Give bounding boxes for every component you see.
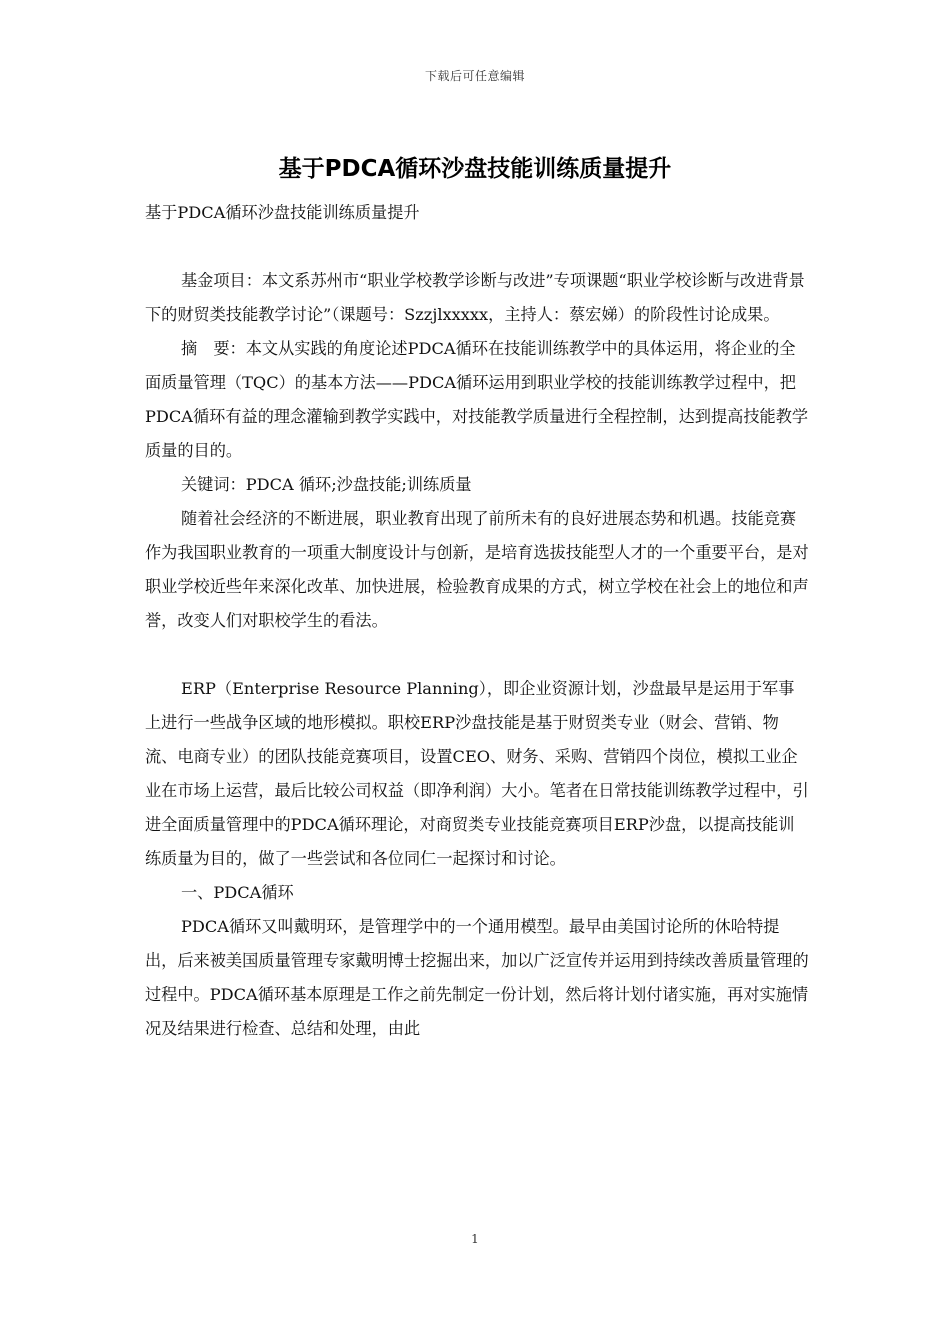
erp-paragraph: ERP（Enterprise Resource Planning），即企业资源计划，沙盘最早是运用于军事上进行一些战争区域的地形模拟。职校ERP沙盘技能是基于财贸类专业（财会、营销、物流、电商专业）的团队技能竞赛项目，设置CEO、财务、采购、营销四个岗位，模拟工业企业在市场上运营，最后比较公司权益（即净利润）大小。笔者在日常技能训练教学过程中，引进全面质量管理中的PDCA循环理论，对商贸类专业技能竞赛项目ERP沙盘，以提高技能训练质量为目的，做了一些尝试和各位同仁一起探讨和讨论。 <box>145 679 809 868</box>
section-heading-pdca: 一、PDCA循环 <box>181 883 294 902</box>
abstract-paragraph: 摘 要：本文从实践的角度论述PDCA循环在技能训练教学中的具体运用，将企业的全面质量管理（TQC）的基本方法——PDCA循环运用到职业学校的技能训练教学过程中，把PDCA循环有益的理念灌输到教学实践中，对技能教学质量进行全程控制，达到提高技能教学质量的目的。 <box>145 339 809 460</box>
header-note: 下载后可任意编辑 <box>424 69 525 83</box>
keywords-paragraph: 关键词：PDCA 循环;沙盘技能;训练质量 <box>181 475 472 494</box>
document-body <box>145 196 810 1046</box>
page-number: 1 <box>471 1232 479 1246</box>
intro-paragraph: 随着社会经济的不断进展，职业教育出现了前所未有的良好进展态势和机遇。技能竞赛作为我国职业教育的一项重大制度设计与创新，是培育选拔技能型人才的一个重要平台，是对职业学校近些年来深化改革、加快进展，检验教育成果的方式，树立学校在社会上的地位和声誉，改变人们对职校学生的看法。 <box>145 509 809 630</box>
document-title: 基于PDCA循环沙盘技能训练质量提升 <box>278 156 672 182</box>
pdca-paragraph: PDCA循环又叫戴明环，是管理学中的一个通用模型。最早由美国讨论所的休哈特提出，后来被美国质量管理专家戴明博士挖掘出来，加以广泛宣传并运用到持续改善质量管理的过程中。PDCA循环基本原理是工作之前先制定一份计划，然后将计划付诸实施，再对实施情况及结果进行检查、总结和处理，由此 <box>145 917 809 1038</box>
fund-paragraph: 基金项目：本文系苏州市“职业学校教学诊断与改进”专项课题“职业学校诊断与改进背景下的财贸类技能教学讨论”（课题号：Szzjlxxxxx，主持人：蔡宏娣）的阶段性讨论成果。 <box>145 271 805 324</box>
document-subtitle: 基于PDCA循环沙盘技能训练质量提升 <box>145 203 420 222</box>
